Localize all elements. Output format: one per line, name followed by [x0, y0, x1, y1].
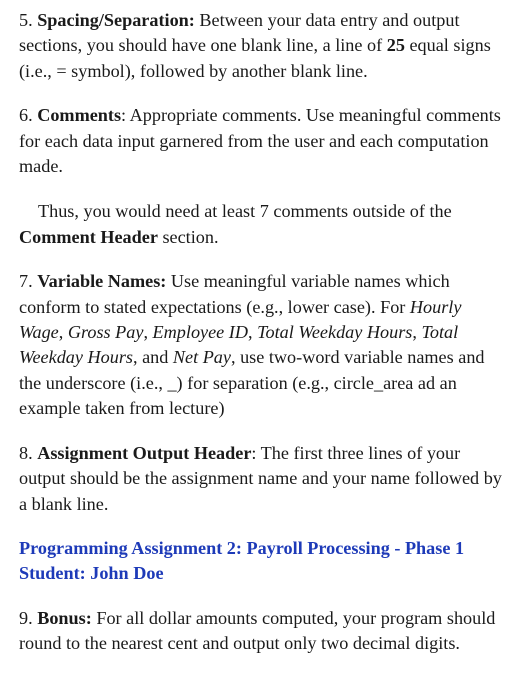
section-text: equal signs (i.e., = symbol), followed by another blank line. — [19, 35, 491, 81]
section-variable-names — [19, 269, 502, 421]
section-text: Use meaningful variable names which conform to stated expectations (e.g., lower case). For — [19, 271, 450, 317]
sample-output-header — [19, 536, 502, 587]
variable-name-net-pay: Net Pay — [172, 347, 231, 368]
section-text: : Appropriate comments. Use meaningful comments for each data input garnered from the user and each computation made. — [19, 105, 501, 177]
note-text: section. — [157, 226, 219, 247]
section-text: Between your data entry and output sections, you should have one blank line, a line of — [19, 10, 460, 56]
section-title: Comments — [37, 105, 122, 126]
equal-sign-count: 25 — [386, 35, 405, 56]
section-title: Assignment Output Header — [37, 442, 252, 463]
section-text: : The first three lines of your output should be the assignment name and your name followed by a blank line. — [19, 442, 502, 514]
separator: , — [412, 322, 422, 343]
section-assignment-output-header — [19, 441, 502, 517]
variable-name-employee-id: Employee ID — [152, 322, 248, 343]
variable-name-total-weekday-hours: Total Weekday Hours — [257, 322, 413, 343]
separator: , — [248, 322, 258, 343]
section-spacing-separation — [19, 8, 502, 84]
section-number: 8. — [19, 442, 33, 463]
section-number: 6. — [19, 105, 33, 126]
section-title: Spacing/Separation: — [37, 10, 195, 30]
sample-assignment-line: Programming Assignment 2: Payroll Processing - Phase 1 — [19, 537, 465, 558]
section-text: , use two-word variable names and the underscore (i.e., _) for separation (e.g., circle_area ad an example taken from lecture) — [19, 347, 485, 419]
variable-name-hourly-wage: Hourly Wage — [19, 296, 462, 343]
comments-note — [19, 199, 502, 250]
section-number: 5. — [19, 10, 33, 30]
section-text: For all dollar amounts computed, your program should round to the nearest cent and output only two decimal digits. — [19, 607, 496, 654]
note-text: Thus, you would need at least 7 comments outside of the — [38, 201, 452, 222]
separator: , and — [132, 347, 173, 368]
separator: , — [58, 322, 68, 343]
section-title: Bonus: — [37, 607, 92, 628]
variable-name-total-weekday-hours-repeat: Total Weekday Hours — [19, 322, 459, 368]
sample-student-line: Student: John Doe — [19, 563, 164, 584]
variable-name-gross-pay: Gross Pay — [67, 322, 144, 343]
section-title: Variable Names: — [37, 271, 167, 292]
comment-header-term: Comment Header — [19, 226, 158, 247]
section-bonus — [19, 606, 502, 657]
section-comments — [19, 103, 502, 179]
section-number: 7. — [19, 271, 33, 292]
separator: , — [143, 322, 153, 343]
section-number: 9. — [19, 607, 33, 628]
